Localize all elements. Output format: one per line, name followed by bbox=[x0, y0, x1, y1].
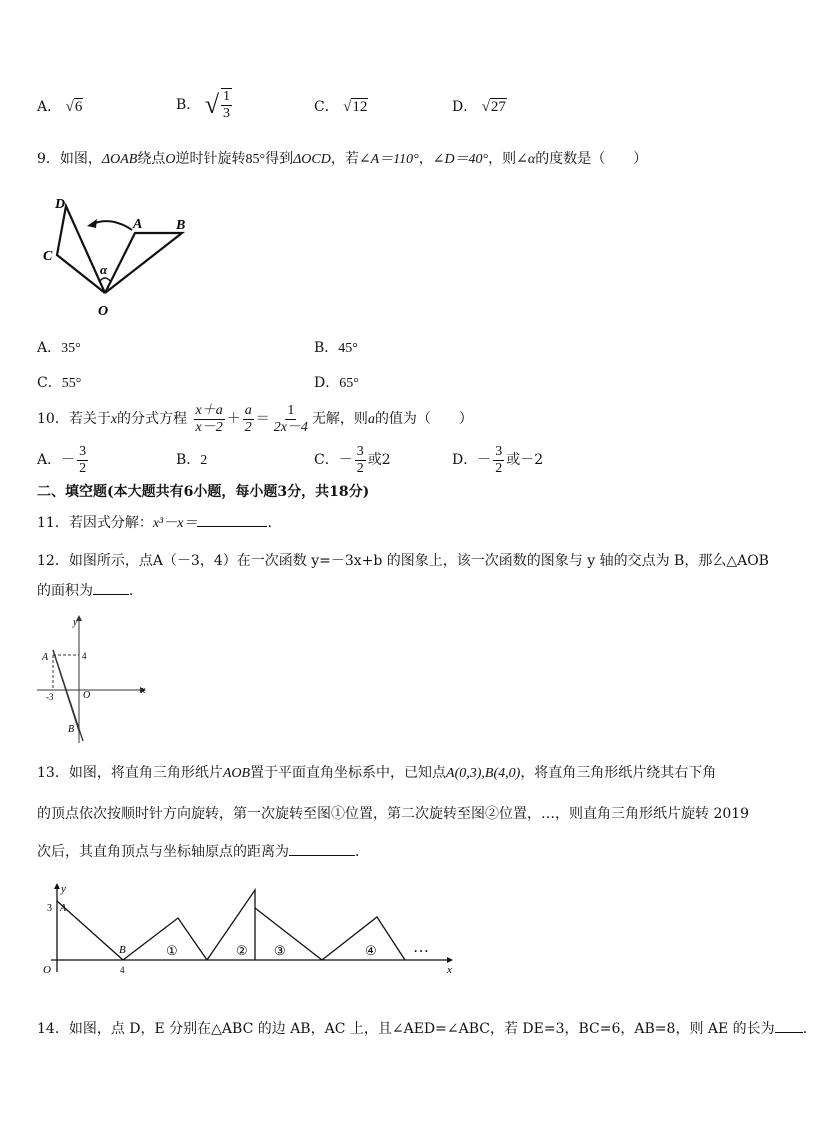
answer-blank[interactable] bbox=[289, 855, 355, 856]
svg-text:…: … bbox=[413, 939, 429, 956]
q13-stem-line2: 的顶点依次按顺时针方向旋转，第一次旋转至图①位置，第二次旋转至图②位置，…，则直角三角形纸片旋转 2019 bbox=[37, 806, 750, 822]
q9-option-c[interactable]: C．55° bbox=[37, 375, 82, 391]
svg-text:y: y bbox=[61, 883, 66, 895]
svg-text:-3: -3 bbox=[46, 692, 54, 702]
q10-option-b[interactable]: B．2 bbox=[176, 452, 208, 468]
q9-rotation-figure bbox=[37, 188, 202, 323]
svg-text:x: x bbox=[447, 964, 452, 976]
q9-stem: 9．如图，ΔOAB绕点O逆时针旋转85°得到ΔOCD，若∠A＝110°，∠D＝40°，则∠α的度数是（ ） bbox=[37, 151, 648, 167]
q11-stem: 11．若因式分解：x³－x＝ . bbox=[37, 515, 272, 531]
section-heading: 二、填空题(本大题共有6小题，每小题3分，共18分) bbox=[37, 484, 370, 500]
arrow-head-icon bbox=[87, 219, 97, 228]
svg-text:O: O bbox=[43, 964, 51, 976]
svg-text:4: 4 bbox=[120, 965, 125, 975]
rotation-arrow bbox=[92, 221, 132, 230]
svg-text:A: A bbox=[42, 652, 49, 663]
svg-text:x: x bbox=[141, 685, 146, 696]
svg-text:D: D bbox=[55, 197, 66, 212]
svg-text:y: y bbox=[73, 617, 78, 628]
q12-stem-line2: 的面积为 ． bbox=[37, 583, 143, 599]
svg-text:B: B bbox=[68, 724, 75, 735]
triangle-1 bbox=[123, 918, 207, 960]
q9-option-a[interactable]: A．35° bbox=[37, 340, 81, 356]
sqrt-symbol: √27 bbox=[481, 99, 506, 115]
svg-text:④: ④ bbox=[365, 943, 377, 958]
svg-text:C: C bbox=[43, 249, 53, 264]
q9-option-d[interactable]: D．65° bbox=[314, 375, 359, 391]
sqrt-symbol: √ bbox=[204, 90, 220, 119]
q13-stem-line1: 13．如图，将直角三角形纸片AOB置于平面直角坐标系中，已知点A(0,3),B(4,0)，将直角三角形纸片绕其右下角 bbox=[37, 765, 717, 781]
q8-option-a[interactable]: A． √6 bbox=[37, 99, 83, 115]
svg-text:A: A bbox=[133, 217, 143, 232]
q8-option-c[interactable]: C． √12 bbox=[314, 99, 368, 115]
svg-text:②: ② bbox=[236, 943, 248, 958]
q10-stem: 10．若关于x的分式方程 $\frac{x+a}{x-2}$ ＋ $\frac{a}{2}$ ＝ $\frac{1}{2x-4}$ 无解，则a的值为（ ） bbox=[37, 402, 473, 435]
triangle-oab bbox=[105, 233, 182, 293]
sqrt-symbol: √6 bbox=[65, 99, 83, 115]
svg-text:4: 4 bbox=[82, 651, 87, 661]
answer-blank[interactable] bbox=[775, 1032, 803, 1033]
q13-rotation-figure bbox=[37, 882, 462, 977]
q8-option-b[interactable]: B． √ $\frac{1}{3}$ bbox=[176, 89, 231, 121]
triangle-aob bbox=[57, 901, 123, 960]
triangle-2 bbox=[207, 890, 255, 960]
answer-blank[interactable] bbox=[93, 594, 129, 595]
answer-blank[interactable] bbox=[197, 526, 267, 527]
q13-stem-line3: 次后，其直角顶点与坐标轴原点的距离为 ． bbox=[37, 844, 369, 860]
svg-text:B: B bbox=[119, 944, 126, 956]
svg-text:A: A bbox=[60, 903, 67, 914]
q10-option-c[interactable]: C．－ $\frac{3}{2}$ 或2 bbox=[314, 443, 391, 476]
q12-linear-function-graph bbox=[37, 615, 152, 745]
svg-text:O: O bbox=[98, 304, 109, 319]
triangle-3 bbox=[255, 908, 322, 960]
x-arrow-icon bbox=[447, 957, 453, 963]
q8-option-d[interactable]: D． √27 bbox=[452, 99, 506, 115]
svg-text:α: α bbox=[100, 262, 108, 277]
sqrt-symbol: √12 bbox=[343, 99, 368, 115]
triangle-ocd bbox=[57, 206, 105, 293]
q10-option-a[interactable]: A．－ $\frac{3}{2}$ bbox=[37, 443, 87, 476]
svg-text:O: O bbox=[83, 690, 91, 701]
q9-option-b[interactable]: B．45° bbox=[314, 340, 358, 356]
q14-stem: 14．如图，点 D，E 分别在△ABC 的边 AB，AC 上，且∠AED=∠ABC，若 DE=3，BC=6，AB=8，则 AE 的长为 ． bbox=[37, 1021, 817, 1037]
svg-text:③: ③ bbox=[274, 943, 286, 958]
svg-text:B: B bbox=[176, 218, 186, 233]
svg-text:①: ① bbox=[166, 943, 178, 958]
q12-stem-line1: 12．如图所示，点A（－3，4）在一次函数 y=－3x+b 的图象上，该一次函数的图象与 y 轴的交点为 B，那么△AOB bbox=[37, 553, 769, 569]
q10-option-d[interactable]: D．－ $\frac{3}{2}$ 或－2 bbox=[452, 443, 544, 476]
svg-text:3: 3 bbox=[47, 903, 52, 914]
triangle-4 bbox=[322, 917, 405, 960]
y-arrow-icon bbox=[54, 883, 60, 889]
